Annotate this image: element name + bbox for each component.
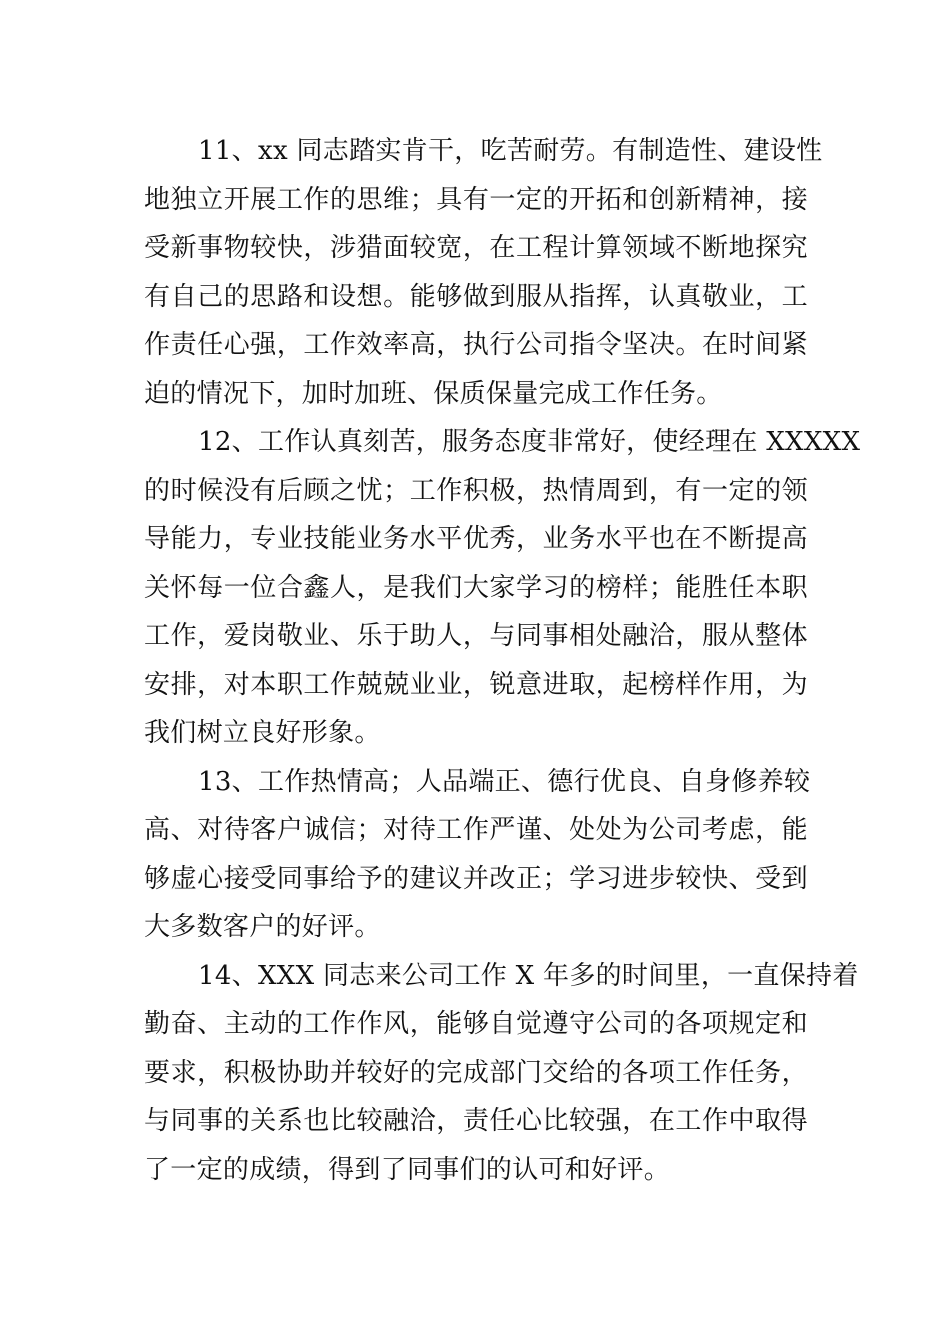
paragraph-line: 关怀每一位合鑫人，是我们大家学习的榜样；能胜任本职 — [144, 572, 808, 603]
paragraph-line: 迫的情况下，加时加班、保质保量完成工作任务。 — [144, 378, 723, 409]
paragraph-line: 12、工作认真刻苦，服务态度非常好，使经理在 XXXXX — [198, 427, 861, 457]
paragraph-line: 够虚心接受同事给予的建议并改正；学习进步较快、受到 — [144, 863, 808, 894]
paragraph-14 — [144, 952, 859, 1195]
paragraph-line: 勤奋、主动的工作作风，能够自觉遵守公司的各项规定和 — [144, 1009, 808, 1039]
paragraph-line: 与同事的关系也比较融洽，责任心比较强，在工作中取得 — [144, 1106, 808, 1136]
paragraph-line: 工作，爱岗敬业、乐于助人，与同事相处融洽，服从整体 — [144, 621, 808, 651]
paragraph-line: 13、工作热情高；人品端正、德行优良、自身修养较 — [198, 766, 811, 797]
paragraph-line: 受新事物较快，涉猎面较宽，在工程计算领域不断地探究 — [144, 233, 808, 263]
paragraph-line: 的时候没有后顾之忧；工作积极，热情周到，有一定的领 — [144, 475, 808, 506]
paragraph-line: 14、XXX 同志来公司工作 X 年多的时间里，一直保持着 — [198, 960, 859, 991]
paragraph-line: 高、对待客户诚信；对待工作严谨、处处为公司考虑，能 — [144, 815, 808, 845]
paragraph-line: 大多数客户的好评。 — [144, 912, 381, 942]
paragraph-line: 了一定的成绩，得到了同事们的认可和好评。 — [144, 1154, 671, 1185]
paragraph-13 — [144, 758, 811, 952]
paragraph-line: 地独立开展工作的思维；具有一定的开拓和创新精神，接 — [144, 184, 808, 215]
paragraph-line: 安排，对本职工作兢兢业业，锐意进取，起榜样作用，为 — [144, 669, 808, 700]
paragraph-11 — [144, 127, 823, 418]
paragraph-line: 导能力，专业技能业务水平优秀，业务水平也在不断提高 — [144, 524, 808, 554]
paragraph-line: 有自己的思路和设想。能够做到服从指挥，认真敬业，工 — [144, 281, 808, 312]
paragraph-line: 作责任心强，工作效率高，执行公司指令坚决。在时间紧 — [144, 330, 808, 360]
paragraph-12 — [144, 418, 861, 758]
paragraph-line: 要求，积极协助并较好的完成部门交给的各项工作任务， — [144, 1057, 808, 1088]
document-body — [144, 127, 861, 1194]
paragraph-line: 我们树立良好形象。 — [144, 718, 381, 748]
paragraph-line: 11、xx 同志踏实肯干，吃苦耐劳。有制造性、建设性 — [198, 136, 823, 166]
